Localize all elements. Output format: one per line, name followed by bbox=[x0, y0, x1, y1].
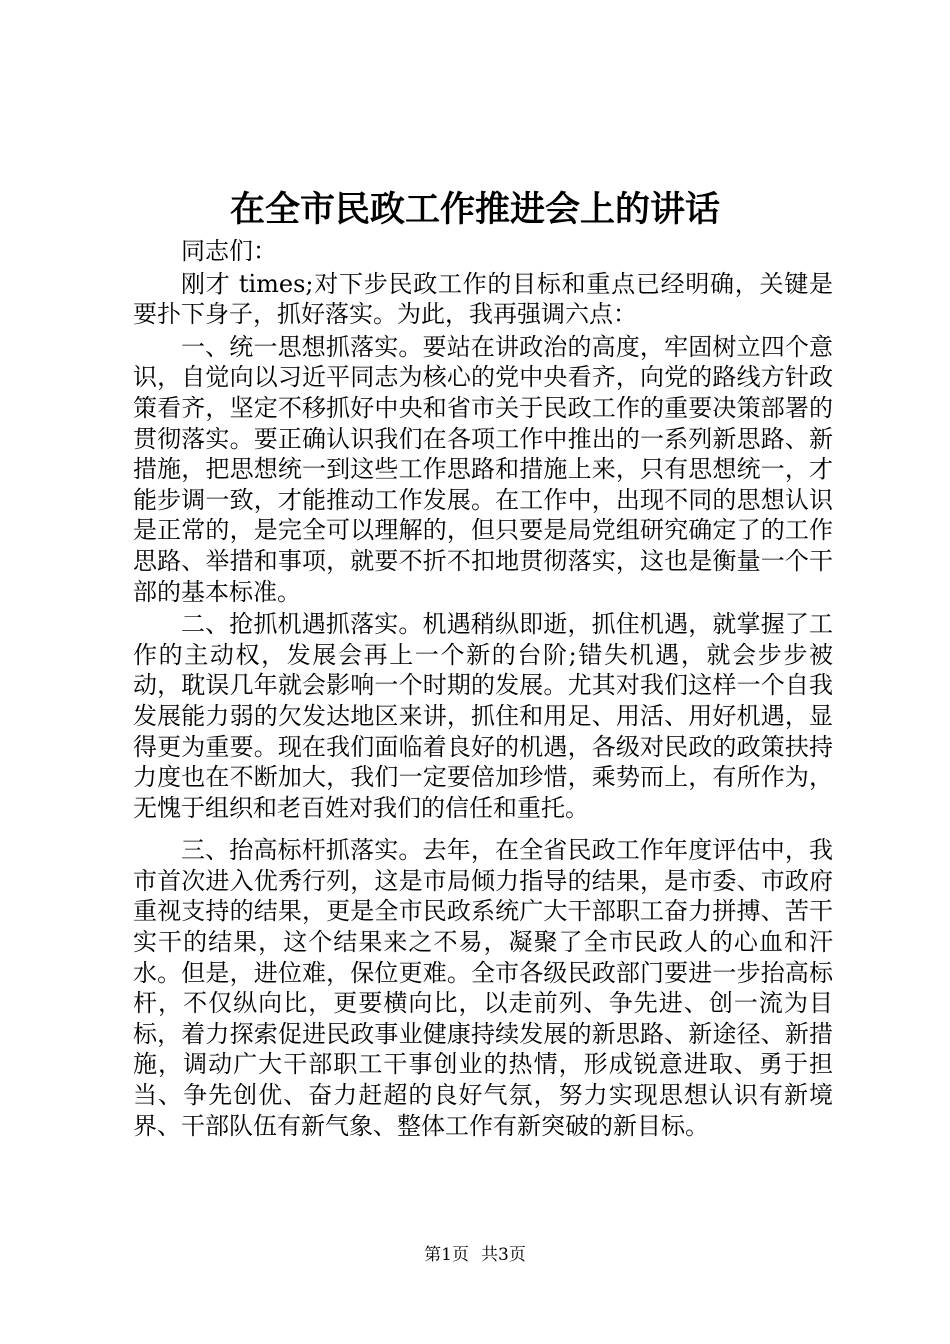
salutation-paragraph: 同志们： bbox=[181, 237, 277, 265]
document-title: 在全市民政工作推进会上的讲话 bbox=[229, 189, 720, 230]
page-footer bbox=[0, 1244, 950, 1266]
document-body bbox=[133, 236, 833, 1141]
page-total: 共3页 bbox=[481, 1245, 526, 1265]
point-two-paragraph: 二、抢抓机遇抓落实。机遇稍纵即逝，抓住机遇，就掌握了工作的主动权，发展会再上一个新的台阶;错失机遇，就会步步被动，耽误几年就会影响一个时期的发展。尤其对我们这样一个自我发展能力弱的欠发达地区来讲，抓住和用足、用活、用好机遇，显得更为重要。现在我们面临着良好的机遇，各级对民政的政策扶持力度也在不断加大，我们一定要倍加珍惜，乘势而上，有所作为，无愧于组织和老百姓对我们的信任和重托。 bbox=[133, 610, 833, 822]
intro-paragraph: 刚才 times;对下步民政工作的目标和重点已经明确，关键是要扑下身子，抓好落实。为此，我再强调六点： bbox=[133, 269, 833, 329]
page-number: 第1页 bbox=[424, 1245, 469, 1265]
point-three-paragraph: 三、抬高标杆抓落实。去年，在全省民政工作年度评估中，我市首次进入优秀行列，这是市局倾力指导的结果，是市委、市政府重视支持的结果，更是全市民政系统广大干部职工奋力拼搏、苦干实干的结果，这个结果来之不易，凝聚了全市民政人的心血和汗水。但是，进位难，保位更难。全市各级民政部门要进一步抬高标杆，不仅纵向比，更要横向比，以走前列、争先进、创一流为目标，着力探索促进民政事业健康持续发展的新思路、新途径、新措施，调动广大干部职工干事创业的热情，形成锐意进取、勇于担当、争先创优、奋力赶超的良好气氛，努力实现思想认识有新境界、干部队伍有新气象、整体工作有新突破的新目标。 bbox=[133, 836, 833, 1140]
point-one-paragraph: 一、统一思想抓落实。要站在讲政治的高度，牢固树立四个意识，自觉向以习近平同志为核心的党中央看齐，向党的路线方针政策看齐，坚定不移抓好中央和省市关于民政工作的重要决策部署的贯彻落实。要正确认识我们在各项工作中推出的一系列新思路、新措施，把思想统一到这些工作思路和措施上来，只有思想统一，才能步调一致，才能推动工作发展。在工作中，出现不同的思想认识是正常的，是完全可以理解的，但只要是局党组研究确定了的工作思路、举措和事项，就要不折不扣地贯彻落实，这也是衡量一个干部的基本标准。 bbox=[133, 332, 833, 606]
